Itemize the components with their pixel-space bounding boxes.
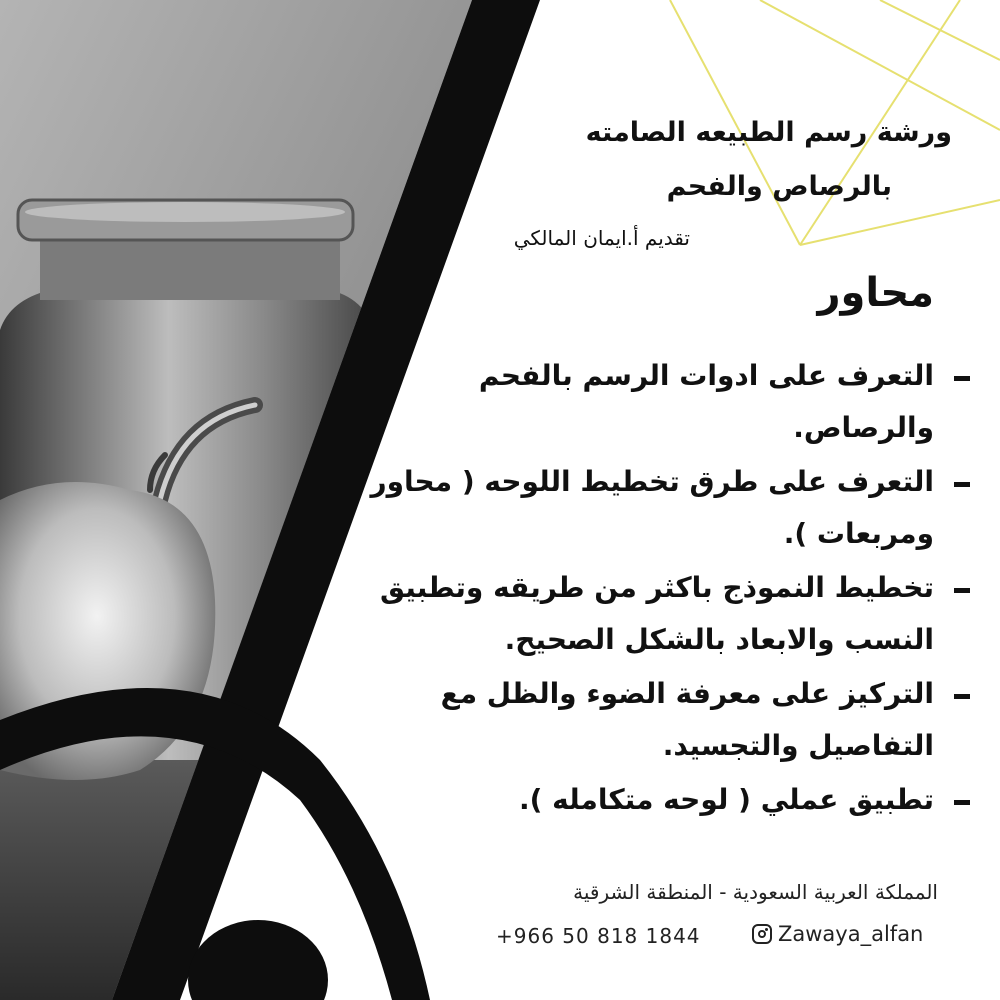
- bullet-dash: [954, 800, 970, 805]
- bullet-dash: [954, 376, 970, 381]
- bullet-dash: [954, 482, 970, 487]
- bullet-dash: [954, 694, 970, 699]
- instagram-contact[interactable]: [752, 922, 923, 946]
- instagram-handle: Zawaya_alfan: [778, 922, 924, 946]
- topics-list: [360, 350, 970, 828]
- topic-item: [360, 456, 970, 560]
- topic-text: التركيز على معرفة الضوء والظل مع التفاصيل والتجسيد.: [440, 677, 934, 762]
- topic-item: [360, 774, 970, 826]
- workshop-title: [492, 106, 952, 214]
- black-dot: [188, 920, 328, 1000]
- topic-text: التعرف على طرق تخطيط اللوحه ( محاور ومربعات ).: [370, 465, 934, 550]
- topic-text: تطبيق عملي ( لوحه متكامله ).: [518, 783, 934, 816]
- instagram-icon: [752, 924, 772, 944]
- presenter-name: تقديم أ.ايمان المالكي: [513, 226, 690, 250]
- topic-item: [360, 668, 970, 772]
- location-text: المملكة العربية السعودية - المنطقة الشرقية: [573, 880, 938, 904]
- topic-item: [360, 562, 970, 666]
- topic-item: [360, 350, 970, 454]
- topic-text: التعرف على ادوات الرسم بالفحم والرصاص.: [478, 359, 934, 444]
- title-line-1: ورشة رسم الطبيعه الصامته: [585, 117, 952, 148]
- bullet-dash: [954, 588, 970, 593]
- topic-text: تخطيط النموذج باكثر من طريقه وتطبيق النسب والابعاد بالشكل الصحيح.: [380, 571, 934, 656]
- topics-heading: محاور: [817, 270, 934, 316]
- title-line-2: بالرصاص والفحم: [666, 171, 892, 202]
- phone-number: +966 50 818 1844: [496, 924, 701, 948]
